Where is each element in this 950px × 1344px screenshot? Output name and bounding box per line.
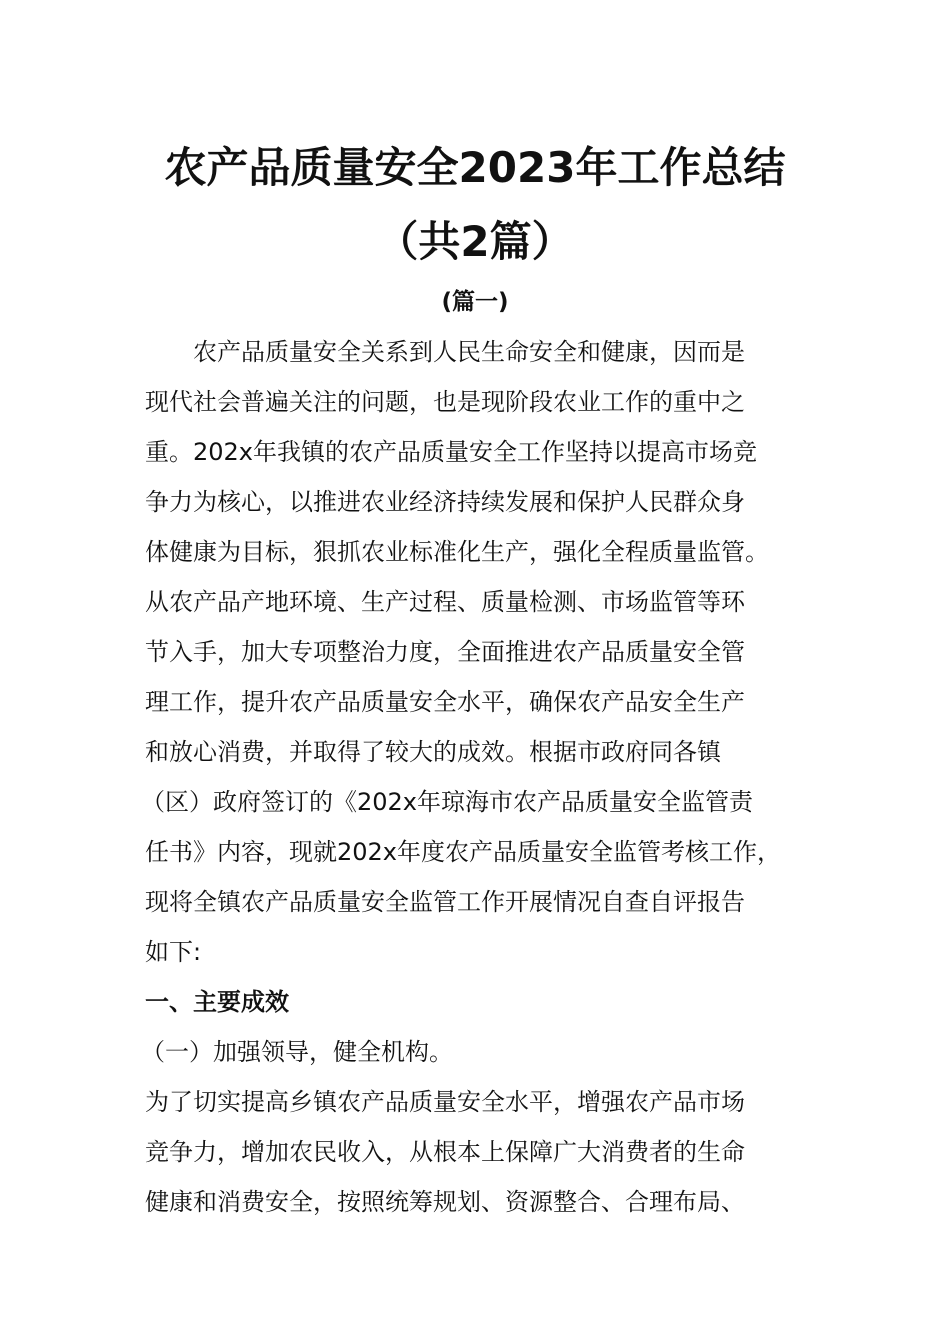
body-line: 体健康为目标，狠抓农业标准化生产，强化全程质量监管。 <box>145 538 769 566</box>
body-line: 从农产品产地环境、生产过程、质量检测、市场监管等环 <box>145 588 745 616</box>
body-line: （区）政府签订的《202x年琼海市农产品质量安全监管责 <box>141 788 754 816</box>
body-line: 竞争力，增加农民收入，从根本上保障广大消费者的生命 <box>145 1138 745 1166</box>
section-heading: 一、主要成效 <box>145 988 289 1016</box>
document-title-count: （共2篇） <box>376 217 574 266</box>
body-line: 重。202x年我镇的农产品质量安全工作坚持以提高市场竞 <box>145 438 758 466</box>
sub-heading: （一）加强领导，健全机构。 <box>141 1038 453 1066</box>
body-line: 节入手，加大专项整治力度，全面推进农产品质量安全管 <box>145 638 745 666</box>
body-line: 争力为核心，以推进农业经济持续发展和保护人民群众身 <box>145 488 745 516</box>
body-line: 现代社会普遍关注的问题，也是现阶段农业工作的重中之 <box>145 388 745 416</box>
body-line: 任书》内容，现就202x年度农产品质量安全监管考核工作， <box>145 838 782 866</box>
body-line: 如下: <box>145 938 202 966</box>
article-label: (篇一) <box>441 289 509 315</box>
body-line: 为了切实提高乡镇农产品质量安全水平，增强农产品市场 <box>145 1088 745 1116</box>
body-line: 理工作，提升农产品质量安全水平，确保农产品安全生产 <box>145 688 745 716</box>
body-line: 健康和消费安全，按照统筹规划、资源整合、合理布局、 <box>145 1188 745 1216</box>
document-title: 农产品质量安全2023年工作总结 <box>164 143 786 192</box>
body-line: 现将全镇农产品质量安全监管工作开展情况自查自评报告 <box>145 888 745 916</box>
body-line: 农产品质量安全关系到人民生命安全和健康，因而是 <box>193 338 745 366</box>
body-line: 和放心消费，并取得了较大的成效。根据市政府同各镇 <box>145 738 721 766</box>
